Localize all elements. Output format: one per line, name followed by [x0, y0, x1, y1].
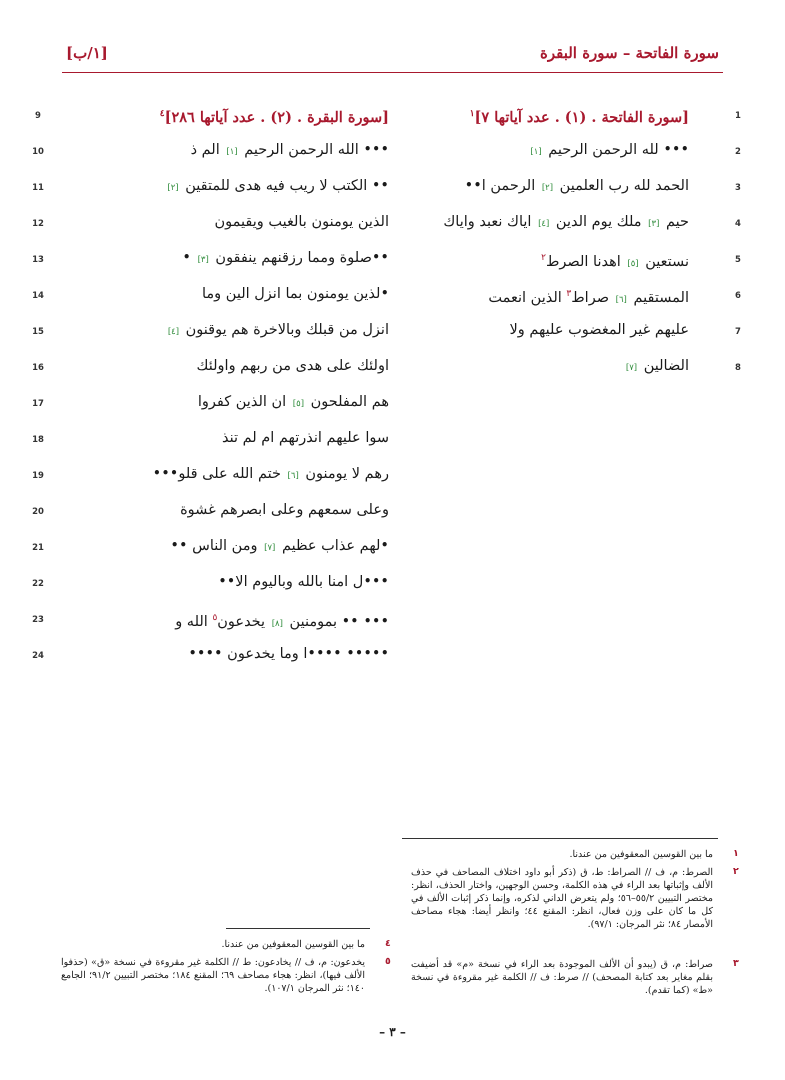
text-run: ••••• ••••ا وما يخدعون •••• [188, 646, 389, 662]
text-run: [سورة البقرة . (٢) . عدد آياتها ٢٨٦] [164, 108, 389, 126]
text-run: ••• الله الرحمن الرحيم [239, 142, 389, 158]
verse-number: [٢] [541, 183, 554, 193]
line-number: 13 [32, 255, 44, 265]
text-run: سوا عليهم انذرتهم ام لم تنذ [221, 430, 389, 446]
verse-number: [٧] [264, 543, 276, 553]
text-run: الذين انعمت [488, 289, 567, 306]
line-number: 16 [32, 363, 44, 373]
footnote-marker: ٣ [566, 289, 572, 299]
verse-number: [٣] [648, 219, 660, 229]
verse-number: [٤] [538, 219, 550, 229]
text-run: ان الذين كفروا [197, 394, 291, 410]
text-run: صراط [571, 289, 614, 306]
text-run: ••• لله الرحمن الرحيم [543, 142, 689, 158]
line-number: 19 [32, 471, 44, 481]
line-number: 15 [32, 327, 44, 337]
text-line [488, 284, 689, 310]
text-run: الله و [175, 613, 213, 630]
text-run: يخدعون [217, 613, 270, 630]
footnote-marker: ١ [469, 109, 475, 119]
line-number: 5 [735, 255, 741, 265]
text-line [218, 572, 389, 592]
line-number: 8 [735, 363, 741, 373]
text-line [624, 356, 689, 378]
text-line [175, 608, 389, 634]
line-number: 24 [32, 651, 44, 661]
text-line [222, 428, 389, 448]
line-number: 23 [32, 615, 44, 625]
surah-heading [470, 104, 689, 128]
text-line [165, 176, 389, 198]
text-line [197, 356, 389, 376]
text-run: عليهم غير المغضوب عليهم ولا [509, 322, 689, 338]
text-run: •••ل امنا بالله وباليوم الا•• [218, 574, 389, 590]
verse-number: [١] [530, 147, 542, 157]
verse-number: [٣] [197, 255, 209, 265]
line-number: 20 [32, 507, 44, 517]
line-number: 21 [32, 543, 44, 553]
text-run: ••صلوة ومما رزقنهم ينفقون [210, 250, 389, 266]
footnote-number: ٣ [733, 958, 739, 969]
text-run: اولئك على هدى من ربهم واولئك [196, 358, 389, 374]
footnote-rule-right [402, 838, 718, 839]
line-number: 1 [735, 111, 741, 121]
verse-number: [٨] [271, 618, 283, 629]
footnote-marker: ٢ [541, 253, 546, 263]
text-line [465, 176, 689, 198]
footnote-number: ٢ [733, 866, 739, 877]
verse-number: [٦] [615, 294, 627, 305]
line-number: 3 [735, 183, 741, 193]
verse-number: [٥] [292, 399, 305, 409]
line-number: 7 [735, 327, 741, 337]
verse-number: [١] [226, 147, 238, 157]
text-run: رهم لا يومنون [300, 466, 389, 482]
verse-number: [٥] [627, 258, 639, 269]
text-run: •لذين يومنون بما انزل الين وما [202, 286, 389, 302]
footnote-text: ما بين القوسين المعقوفين من عندنا. [569, 849, 713, 860]
text-line [166, 320, 389, 342]
text-line [198, 392, 389, 414]
text-run: هم المفلحون [306, 394, 389, 410]
line-number: 4 [735, 219, 741, 229]
footnote-number: ٥ [385, 956, 391, 967]
text-run: حيم [661, 214, 689, 230]
line-number: 14 [32, 291, 44, 301]
text-line [180, 500, 389, 520]
line-number: 9 [35, 111, 41, 121]
footnote-text: صراط: م، ق (يبدو أن الألف الموجودة بعد الراء في نسخة «م» قد أضيفت بقلم مغاير بعد كتابة المصحف) // صرط: ف // الكلمة غير مقروءة في نسخة «ط» (كما تقدم). [411, 959, 713, 996]
footnote-text: يخدعون: م، ف // يخادعون: ط // الكلمة غير مقروءة في نسخة «ق» (حذفوا الألف فيها)، انظر: هجاء مصاحف ٦٩؛ المقنع ١٨٤؛ مختصر التبيين ٩١/٢؛ الجامع ١٤٠؛ نثر المرجان ١٠٧/١). [61, 957, 365, 994]
text-run: • [182, 250, 196, 266]
footnote-text: ما بين القوسين المعقوفين من عندنا. [221, 939, 365, 950]
text-run: •لهم عذاب عظيم [277, 538, 389, 554]
footnote-text: الصرط: م، ف // الصراط: ط، ق (ذكر أبو داود اختلاف المصاحف في حذف الألف وإثباتها بعد الراء في هذه الكلمة، وحسن الوجهين، واختار الحذف، انظر: مختصر التبيين ٥٥/٢–٥٦؛ ولم يتعرض الداني لذكره، وإنما ذكر إثبات الألف في كل ما كان على وزن فعال، انظر: المقنع ٤٤؛ وانظر أيضا: هجاء مصاحف الأمصار ٨٤؛ نثر المرجان: ٩٧/١). [411, 867, 713, 930]
text-run: الرحمن ا•• [464, 178, 540, 194]
line-number: 2 [735, 147, 741, 157]
text-run: الم ذ [190, 142, 225, 158]
text-run: المستقيم [628, 289, 689, 306]
text-line [188, 644, 389, 664]
text-line [214, 212, 389, 232]
text-line [528, 140, 689, 162]
text-line [541, 248, 689, 274]
text-line [443, 212, 689, 234]
footnote-rule-left [226, 928, 370, 929]
verse-number: [٤] [167, 327, 180, 337]
line-number: 11 [32, 183, 44, 193]
page-number: – ٣ – [379, 1025, 406, 1039]
footnote-marker: ٤ [159, 109, 165, 119]
verse-number: [٢] [167, 183, 179, 193]
text-run: ومن الناس •• [170, 538, 263, 554]
header-rule [62, 72, 723, 73]
text-run: ••• •• بمومنين [284, 613, 389, 630]
line-number: 17 [32, 399, 44, 409]
text-line [153, 464, 389, 486]
surah-heading [160, 104, 389, 128]
verse-number: [٦] [287, 471, 299, 481]
running-head-title: سورة الفاتحة – سورة البقرة [539, 44, 719, 62]
footnote-marker: ٥ [212, 613, 218, 623]
text-run: ملك يوم الدين [551, 214, 647, 230]
text-run: الحمد لله رب العلمين [555, 178, 689, 194]
text-run: الذين يومنون بالغيب ويقيمون [214, 214, 389, 230]
line-number: 10 [32, 147, 44, 157]
text-run: [سورة الفاتحة . (١) . عدد آياتها ٧] [474, 108, 689, 126]
text-run: الضالين [639, 358, 689, 374]
footnote-number: ٤ [385, 938, 391, 949]
verse-number: [٧] [625, 363, 638, 373]
text-line [191, 140, 389, 162]
text-run: ختم الله على قلو••• [152, 466, 286, 482]
text-line [509, 320, 689, 340]
text-line [170, 536, 389, 558]
text-run: نستعين [640, 253, 689, 270]
text-line [202, 284, 389, 304]
text-run: وعلى سمعهم وعلى ابصرهم غشوة [180, 502, 389, 518]
line-number: 6 [735, 291, 741, 301]
text-run: •• الكتب لا ريب فيه هدى للمتقين [180, 178, 389, 194]
footnote-number: ١ [733, 848, 739, 859]
text-run: انزل من قبلك وبالاخرة هم يوقنون [181, 322, 389, 338]
line-number: 22 [32, 579, 44, 589]
text-run: اهدنا الصرط [546, 253, 626, 270]
line-number: 12 [32, 219, 44, 229]
text-run: اياك نعبد واياك [443, 214, 537, 230]
text-line [182, 248, 389, 270]
manuscript-folio: [١/ب] [66, 44, 108, 62]
line-number: 18 [32, 435, 44, 445]
